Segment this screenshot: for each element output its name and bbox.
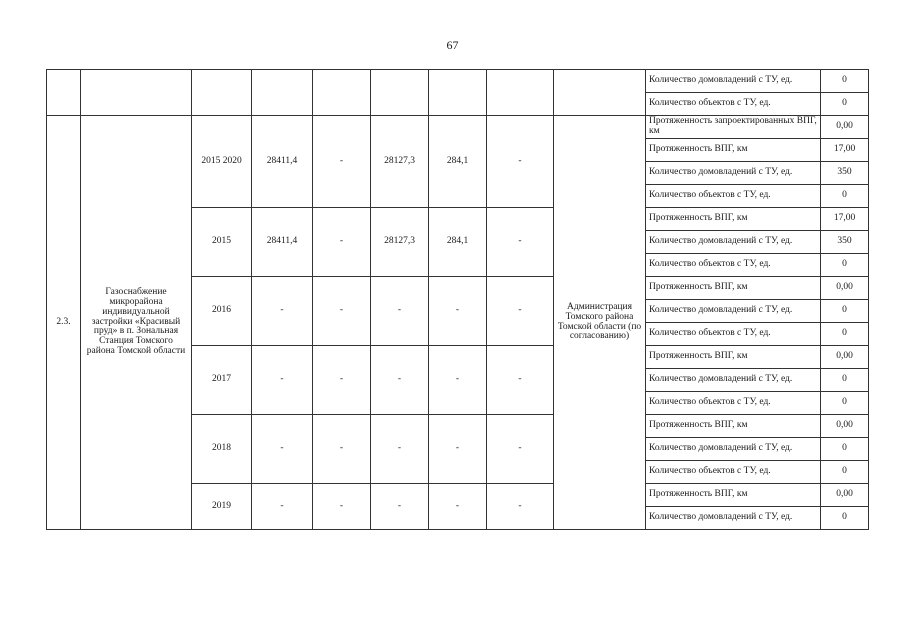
indicator-name: Количество домовладений с ТУ, ед. bbox=[646, 231, 821, 254]
indicator-name: Количество домовладений с ТУ, ед. bbox=[646, 369, 821, 392]
indicator-value: 0 bbox=[821, 507, 869, 530]
funding-value: - bbox=[313, 415, 371, 484]
funding-value: - bbox=[252, 415, 313, 484]
program-table bbox=[46, 69, 869, 530]
funding-value: - bbox=[252, 346, 313, 415]
period-year: 2018 bbox=[192, 415, 252, 484]
funding-value: - bbox=[429, 277, 487, 346]
name-cell-empty bbox=[81, 70, 192, 116]
funding-value: 284,1 bbox=[429, 116, 487, 208]
extra-cell-empty bbox=[487, 70, 554, 116]
indicator-name: Количество домовладений с ТУ, ед. bbox=[646, 507, 821, 530]
funding-value: - bbox=[371, 346, 429, 415]
indicator-name: Протяженность ВПГ, км bbox=[646, 415, 821, 438]
federal-cell-empty bbox=[313, 70, 371, 116]
period-year: 2017 bbox=[192, 346, 252, 415]
period-year: 2019 bbox=[192, 484, 252, 530]
funding-value: - bbox=[429, 484, 487, 530]
indicator-name: Количество объектов с ТУ, ед. bbox=[646, 461, 821, 484]
indicator-name: Протяженность ВПГ, км bbox=[646, 346, 821, 369]
period-year: 2015 bbox=[192, 208, 252, 277]
funding-value: 28411,4 bbox=[252, 208, 313, 277]
executor: Администрация Томского района Томской области (по согласованию) bbox=[554, 116, 646, 530]
indicator-value: 0 bbox=[821, 70, 869, 93]
indicator-value: 0 bbox=[821, 461, 869, 484]
indicator-name: Протяженность ВПГ, км bbox=[646, 208, 821, 231]
funding-value: - bbox=[313, 346, 371, 415]
indicator-name: Количество объектов с ТУ, ед. bbox=[646, 323, 821, 346]
period-year: 2015 2020 bbox=[192, 116, 252, 208]
period-year: 2016 bbox=[192, 277, 252, 346]
funding-value: - bbox=[371, 415, 429, 484]
indicator-name: Протяженность ВПГ, км bbox=[646, 484, 821, 507]
indicator-value: 0,00 bbox=[821, 277, 869, 300]
indicator-value: 350 bbox=[821, 231, 869, 254]
funding-value: 284,1 bbox=[429, 208, 487, 277]
indicator-value: 0 bbox=[821, 300, 869, 323]
indicator-value: 0 bbox=[821, 438, 869, 461]
funding-value: 28127,3 bbox=[371, 116, 429, 208]
total-cell-empty bbox=[252, 70, 313, 116]
indicator-name: Количество домовладений с ТУ, ед. bbox=[646, 162, 821, 185]
number-cell-empty bbox=[47, 70, 81, 116]
year-cell-empty bbox=[192, 70, 252, 116]
indicator-value: 17,00 bbox=[821, 208, 869, 231]
funding-value: 28411,4 bbox=[252, 116, 313, 208]
funding-value: - bbox=[313, 208, 371, 277]
funding-value: 28127,3 bbox=[371, 208, 429, 277]
page-number: 67 bbox=[446, 38, 459, 52]
indicator-value: 0 bbox=[821, 93, 869, 116]
indicator-name: Количество домовладений с ТУ, ед. bbox=[646, 70, 821, 93]
indicator-value: 0 bbox=[821, 185, 869, 208]
funding-value: - bbox=[487, 415, 554, 484]
funding-value: - bbox=[371, 277, 429, 346]
funding-value: - bbox=[371, 484, 429, 530]
indicator-value: 0,00 bbox=[821, 415, 869, 438]
indicator-value: 0,00 bbox=[821, 484, 869, 507]
indicator-value: 0 bbox=[821, 254, 869, 277]
indicator-value: 0 bbox=[821, 392, 869, 415]
local-cell-empty bbox=[429, 70, 487, 116]
funding-value: - bbox=[429, 346, 487, 415]
funding-value: - bbox=[487, 116, 554, 208]
indicator-name: Протяженность ВПГ, км bbox=[646, 277, 821, 300]
indicator-name: Количество объектов с ТУ, ед. bbox=[646, 392, 821, 415]
funding-value: - bbox=[252, 484, 313, 530]
indicator-value: 350 bbox=[821, 162, 869, 185]
indicator-value: 0,00 bbox=[821, 116, 869, 139]
funding-value: - bbox=[313, 116, 371, 208]
executor-cell-empty bbox=[554, 70, 646, 116]
funding-value: - bbox=[313, 484, 371, 530]
table-row bbox=[47, 70, 869, 93]
indicator-name: Протяженность запроектированных ВПГ, км bbox=[646, 116, 821, 139]
table-row bbox=[47, 116, 869, 139]
indicator-value: 0 bbox=[821, 369, 869, 392]
funding-value: - bbox=[252, 277, 313, 346]
funding-value: - bbox=[487, 208, 554, 277]
funding-value: - bbox=[313, 277, 371, 346]
indicator-name: Протяженность ВПГ, км bbox=[646, 139, 821, 162]
regional-cell-empty bbox=[371, 70, 429, 116]
indicator-value: 17,00 bbox=[821, 139, 869, 162]
item-name: Газоснабжение микрорайона индивидуальной застройки «Красивый пруд» в п. Зональная Станция Томского района Томской области bbox=[81, 116, 192, 530]
indicator-name: Количество объектов с ТУ, ед. bbox=[646, 254, 821, 277]
funding-value: - bbox=[487, 346, 554, 415]
indicator-value: 0 bbox=[821, 323, 869, 346]
funding-value: - bbox=[429, 415, 487, 484]
funding-value: - bbox=[487, 277, 554, 346]
indicator-name: Количество объектов с ТУ, ед. bbox=[646, 185, 821, 208]
funding-value: - bbox=[487, 484, 554, 530]
item-number: 2.3. bbox=[47, 116, 81, 530]
indicator-name: Количество объектов с ТУ, ед. bbox=[646, 93, 821, 116]
indicator-value: 0,00 bbox=[821, 346, 869, 369]
indicator-name: Количество домовладений с ТУ, ед. bbox=[646, 300, 821, 323]
indicator-name: Количество домовладений с ТУ, ед. bbox=[646, 438, 821, 461]
